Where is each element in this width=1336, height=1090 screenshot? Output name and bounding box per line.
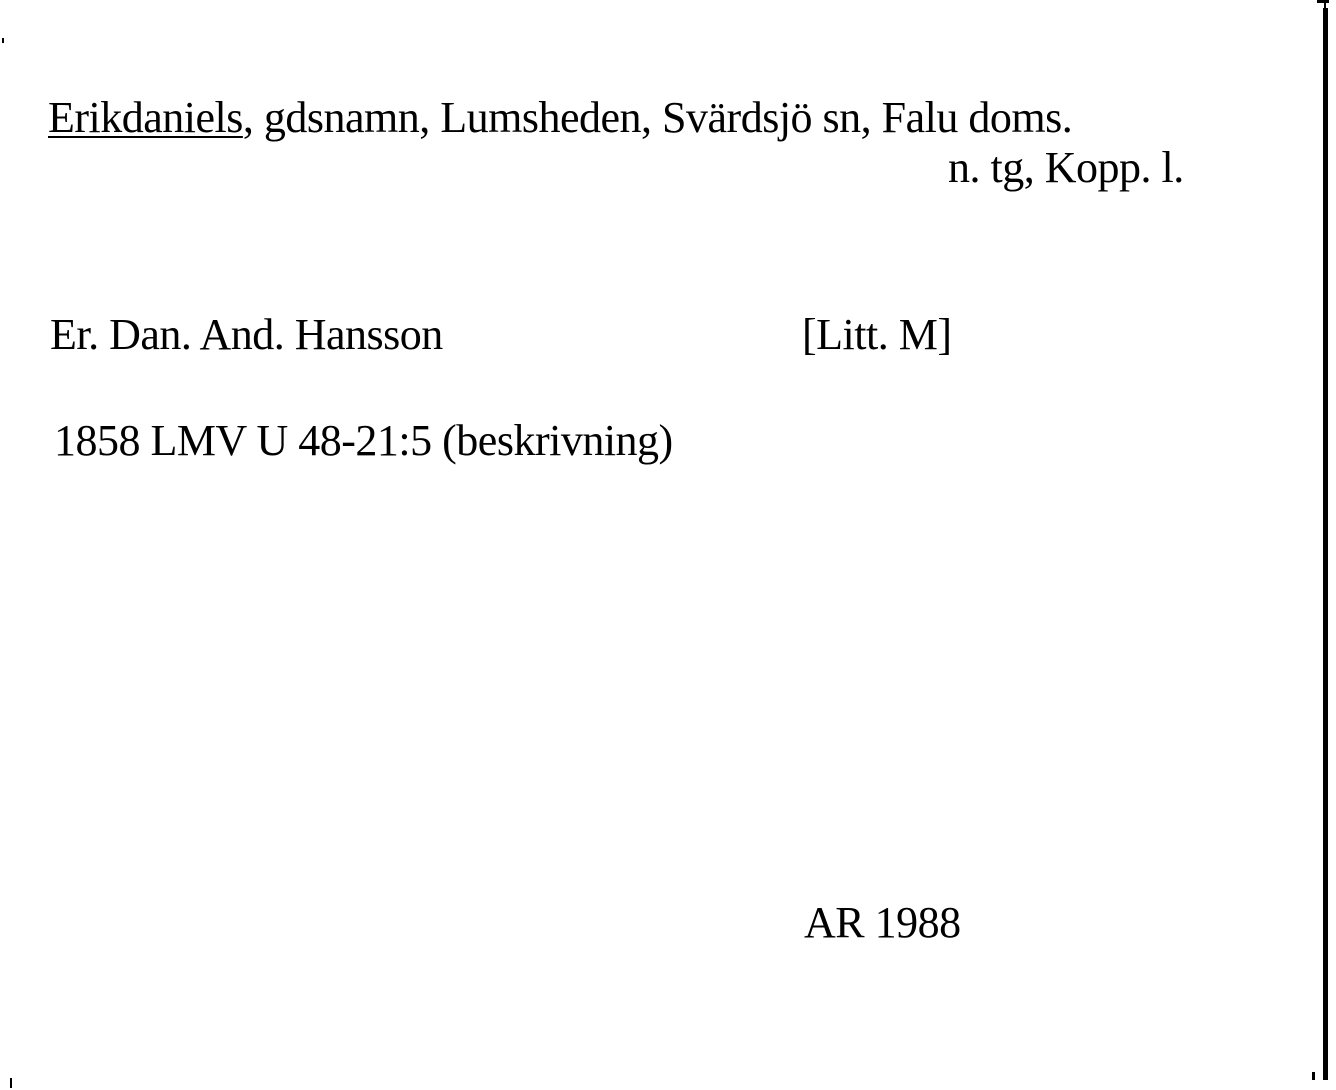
border-line [1323,8,1328,1080]
corner-mark-bottom-left [10,1078,12,1088]
border-top-tick [1317,0,1329,3]
card-right-border [1317,0,1331,1090]
heading-continuation: n. tg, Kopp. l. [948,143,1184,192]
place-name: Erikdaniels [48,93,243,142]
card-heading [48,93,1073,142]
author-name: Er. Dan. And. Hansson [50,310,443,359]
source-reference: 1858 LMV U 48-21:5 (beskrivning) [54,416,673,465]
corner-mark-bottom-right [1312,1072,1315,1080]
literature-reference: [Litt. M] [802,310,952,359]
heading-details: , gdsnamn, Lumsheden, Svärdsjö sn, Falu doms. [242,93,1073,142]
corner-mark-top-left [2,38,4,43]
recorder-initials: AR 1988 [804,898,961,947]
